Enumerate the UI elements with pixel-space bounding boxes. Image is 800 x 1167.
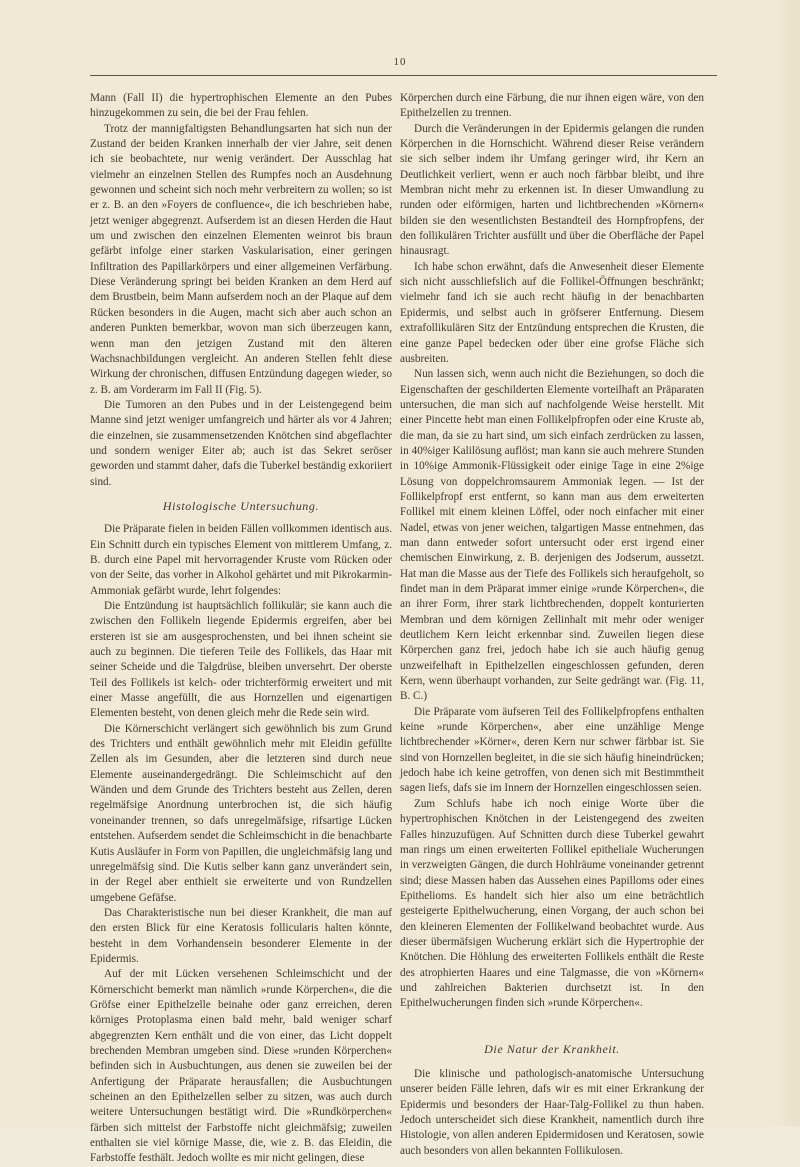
section-heading: Die Natur der Krankheit.	[484, 1041, 620, 1056]
paragraph: Die Körnerschicht verlängert sich gewöhnlich bis zum Grund des Trichters und enthält gewöhnlich mehr mit Eleidin gefüllte Zellen als im Gesunden, aber die letzteren sind durch neue Elemente auseinandergedrängt. Die Schleimschicht auf den Wänden und dem Grunde des Trichters besteht aus Zellen, deren regelmäfsige Anordnung unterbrochen ist, die sich häufig voneinander trennen, so dafs unregelmäfsige, rifsartige Lücken entstehen. Aufserdem sendet die Schleimschicht in die benachbarte Kutis Ausläufer in Form von Papillen, die ungleichmäfsig lang und unregelmäfsig sind. Die Kutis selber kann ganz unverändert sein, in der Regel aber enthielt sie erweiterte und von Rundzellen umgebene Gefäfse.	[90, 722, 392, 904]
left-text-column	[90, 91, 392, 1167]
paragraph: Auf der mit Lücken versehenen Schleimschicht und der Körnerschicht bemerkt man nämlich »runde Körperchen«, die die Gröfse einer Epithelzelle beinahe oder ganz erreichen, deren körniges Protoplasma einen bald mehr, bald weniger scharf abgegrenzten Kern enthält und die von einer, das Licht doppelt brechenden Membran umgeben sind. Diese »runden Körperchen« befinden sich in Ausbuchtungen, aus denen sie zuweilen bei der Anfertigung der Präparate herausfallen; die Ausbuchtungen scheinen an den Epithelzellen selber zu sitzen, was auch durch weitere Untersuchungen bestätigt wird. Die »Rundkörperchen« färben sich mittelst der Farbstoffe nicht gleichmäfsig; zuweilen enthalten sie viel körnige Masse, die, wie z. B. das Eleidin, die Farbstoffe festhält. Jedoch wollte es mir nicht gelingen, diese	[90, 968, 392, 1165]
paragraph: Die Präparate fielen in beiden Fällen vollkommen identisch aus. Ein Schnitt durch ein typisches Element von mittlerem Umfang, z. B. durch eine Papel mit hervorragender Kruste vom Rücken oder von der Seite, das vorher in Alkohol gehärtet und mit Pikrokarmin-Ammoniak gefärbt wurde, lehrt folgendes:	[90, 523, 392, 597]
paragraph: Die Tumoren an den Pubes und in der Leistengegend beim Manne sind jetzt weniger umfangreich und härter als vor 4 Jahren; die einzelnen, sie zusammensetzenden Knötchen sind abgeflachter und sondern weniger Eiter ab; auch ist das Sekret seröser geworden und stammt daher, dafs die Tuberkel beständig exkoriiert sind.	[90, 398, 392, 488]
page-number: 10	[393, 56, 407, 68]
paragraph: Zum Schlufs habe ich noch einige Worte über die hypertrophischen Knötchen in der Leistengegend des zweiten Falles hinzuzufügen. Auf Schnitten durch diese Tuberkel gewahrt man rings um einen erweiterten Follikel epitheliale Wucherungen in verzweigten Gängen, die durch Hohlräume voneinander getrennt sind; diese Massen haben das Aussehen eines Papilloms oder eines Epithelioms. Es handelt sich hier also um eine beträchtlich gesteigerte Epithelwucherung, einen Vorgang, der auch schon bei den kleineren Elementen der Follikelwand beobachtet wurde. Aus dieser übermäfsigen Wucherung erklärt sich die Hypertrophie der Knötchen. Die Höhlung des erweiterten Follikels enthält die Reste des atrophierten Haares und eine Talgmasse, die von »Körnern« und zahlreichen Bakterien durchsetzt ist. In den Epithelwucherungen finden sich »runde Körperchen«.	[400, 797, 704, 1010]
header-rule	[90, 75, 717, 76]
paragraph: Nun lassen sich, wenn auch nicht die Beziehungen, so doch die Eigenschaften der geschilderten Elemente vorteilhaft an Präparaten untersuchen, die man sich auf nachfolgende Weise herstellt. Mit einer Pincette hebt man einen Follikelpfropfen oder eine Kruste ab, die man, da sie zu hart sind, um sich einfach zerdrücken zu lassen, in 40%iger Kalilösung auflöst; man kann sie auch mehrere Stunden in 10%ige Ammonik-Flüssigkeit oder einige Tage in eine 2%ige Lösung von doppelchromsaurem Ammoniak legen. — Ist der Follikelpfropf erst entfernt, so kann man aus dem erweiterten Follikel mit einem kleinen Löffel, oder noch einfacher mit einer Nadel, etwas von jener weichen, talgartigen Masse entnehmen, das man dann entweder sofort untersucht oder erst irgend einer chemischen Einwirkung, z. B. derjenigen des Jodserum, aussetzt. Hat man die Masse aus der Tiefe des Follikels sich heraufgeholt, so findet man in dem Präparat immer einige »runde Körperchen«, die an ihrer Form, ihrer stark lichtbrechenden, doppelt konturierten Membran und dem körnigen Zellinhalt mit mehr oder weniger deutlichem Kern leicht erkennbar sind. Zuweilen liegen diese Körperchen ganz frei, jedoch habe ich sie auch häufig genug unzweifelhaft in Epithelzellen eingeschlossen gefunden, deren Kern, wenn überhaupt vorhanden, zur Seite gedrängt war. (Fig. 11, B. C.)	[400, 368, 704, 703]
paragraph: Trotz der mannigfaltigsten Behandlungsarten hat sich nun der Zustand der beiden Kranken innerhalb der vier Jahre, seit denen ich sie beobachtete, nur wenig verändert. Der Ausschlag hat vielmehr an einzelnen Stellen des Rumpfes noch an Ausdehnung gewonnen und scheint sich noch mehr verbreitern zu wollen; so ist er z. B. an den »Foyers de confluence«, die ich beschrieben habe, jetzt weniger abgegrenzt. Aufserdem ist an diesen Herden die Haut um und zwischen den einzelnen Elementen weinrot bis braun gefärbt infolge einer starken Vaskularisation, einer geringen Infiltration des Papillarkörpers und einer allgemeinen Verfärbung. Diese Veränderung springt bei beiden Kranken an dem Herd auf dem Brustbein, beim Mann aufserdem noch an der Plaque auf dem Rücken besonders in die Augen, macht sich aber auch schon an anderen Punkten bemerkbar, wovon man sich überzeugen kann, wenn man den jetzigen Zustand mit den älteren Wachsnachbildungen vergleicht. An anderen Stellen fehlt diese Wirkung der chronischen, diffusen Entzündung dagegen wieder, so z. B. am Vorderarm im Fall II (Fig. 5).	[90, 122, 392, 396]
paragraph: Das Charakteristische nun bei dieser Krankheit, die man auf den ersten Blick für eine Keratosis follicularis halten könnte, besteht in dem Vorhandensein besonderer Elemente in der Epidermis.	[90, 906, 392, 965]
paragraph: Die Präparate vom äufseren Teil des Follikelpfropfens enthalten keine »runde Körperchen«, aber eine unzählige Menge lichtbrechender »Körner«, deren Kern nur schwer färbbar ist. Sie sind von Hornzellen begleitet, in die sie sich häufig hineindrücken; jedoch habe ich keine getroffen, von denen sich mit Bestimmtheit sagen liefs, dafs sie im Innern der Hornzellen eingeschlossen seien.	[400, 705, 704, 795]
right-text-column	[400, 91, 704, 1159]
paragraph: Ich habe schon erwähnt, dafs die Anwesenheit dieser Elemente sich nicht ausschliefslich auf die Follikel-Öffnungen beschränkt; vielmehr fand ich sie auch recht häufig in der benachbarten Epidermis, und selbst auch in gröfserer Entfernung. Diesem extrafollikulären Sitz der Entzündung entsprechen die Krusten, die eine ganze Papel bedecken oder über eine grofse Fläche sich ausbreiten.	[400, 260, 704, 365]
paragraph: Körperchen durch eine Färbung, die nur ihnen eigen wäre, von den Epithelzellen zu trennen.	[400, 92, 704, 120]
paragraph: Die klinische und pathologisch-anatomische Untersuchung unserer beiden Fälle lehren, dafs wir es mit einer Erkrankung der Epidermis und besonders der Haar-Talg-Follikel zu thun haben. Jedoch unterscheidet sich diese Krankheit, namentlich durch ihre Histologie, von allen anderen Epidermidosen und Keratosen, sowie auch besonders von allen bekannten Follikulosen.	[400, 1067, 704, 1157]
page-edge	[774, 0, 800, 1126]
section-heading: Histologische Untersuchung.	[162, 498, 320, 513]
paragraph: Durch die Veränderungen in der Epidermis gelangen die runden Körperchen in die Hornschicht. Während dieser Reise verändern sie sich selber indem ihr Umfang geringer wird, ihr Kern an Deutlichkeit verliert, wenn er auch noch färbbar bleibt, und ihre Membran nicht mehr zu erkennen ist. In dieser Umwandlung zu runden oder eiförmigen, harten und lichtbrechenden »Körnern« bilden sie den wesentlichsten Bestandteil des Hornpfropfens, der den follikulären Trichter ausfüllt und über die Oberfläche der Papel hinausragt.	[400, 122, 704, 258]
paragraph: Die Entzündung ist hauptsächlich follikulär; sie kann auch die zwischen den Follikeln liegende Epidermis ergreifen, aber bei ersteren ist sie am ausgesprochensten, und bei ihnen scheint sie auch zu beginnen. Die tieferen Teile des Follikels, das Haar mit seiner Scheide und die Talgdrüse, bleiben unversehrt. Der oberste Teil des Follikels ist kelch- oder trichterförmig erweitert und mit einer Masse angefüllt, die aus Hornzellen und eigenartigen Elementen besteht, von denen gleich mehr die Rede sein wird.	[90, 600, 392, 720]
paragraph: Mann (Fall II) die hypertrophischen Elemente an den Pubes hinzugekommen zu sein, die bei der Frau fehlen.	[90, 92, 392, 120]
